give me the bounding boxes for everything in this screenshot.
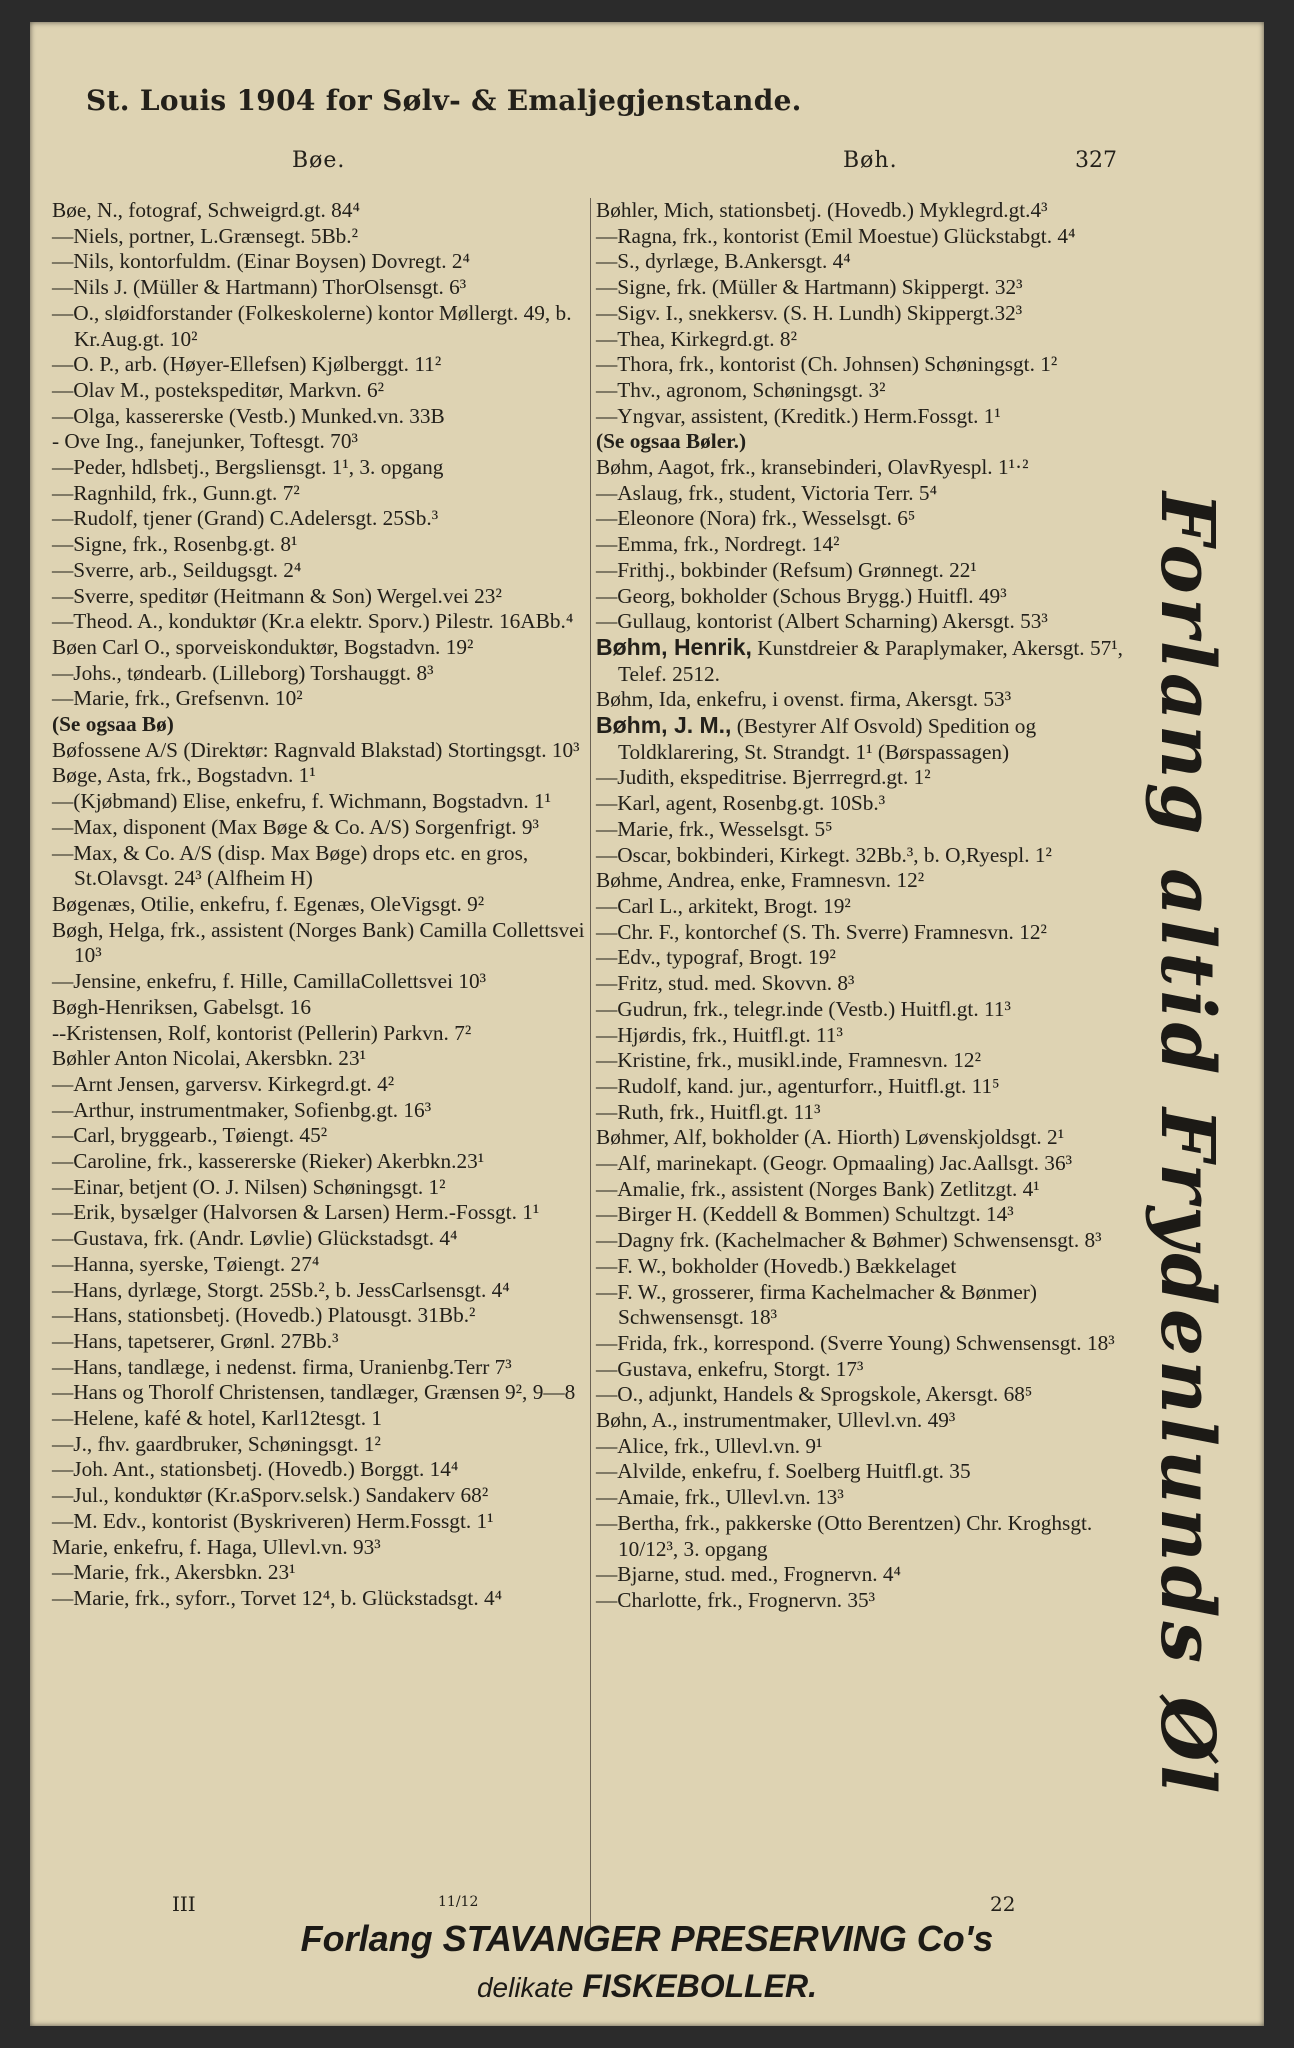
side-advertisement: Forlang altid Frydenlunds Øl xyxy=(1144,492,1230,1798)
directory-entry: —Johs., tøndearb. (Lilleborg) Torshauggt. 8³ xyxy=(52,660,434,685)
directory-entry: —F. W., bokholder (Hovedb.) Bækkelaget xyxy=(596,1253,957,1278)
directory-entry: —Max, & Co. A/S (disp. Max Bøge) drops etc. en gros, St.Olavsgt. 24³ (Alfheim H) xyxy=(52,840,529,891)
directory-entry: —Hans, tapetserer, Grønl. 27Bb.³ xyxy=(52,1328,339,1353)
directory-entry: Marie, enkefru, f. Haga, Ullevl.vn. 93³ xyxy=(52,1534,381,1559)
directory-entry: —Jul., konduktør (Kr.aSporv.selsk.) Sandakerv 68² xyxy=(52,1483,489,1508)
footer-ad-main: FISKEBOLLER. xyxy=(582,1968,818,2004)
directory-entry: - Ove Ing., fanejunker, Toftesgt. 70³ xyxy=(52,429,358,454)
footer-signature-right: 22 xyxy=(990,1892,1016,1916)
directory-entry: —Bjarne, stud. med., Frognervn. 4⁴ xyxy=(596,1562,901,1587)
directory-entry: —Jensine, enkefru, f. Hille, CamillaCollettsvei 10³ xyxy=(52,969,487,994)
directory-entry: —Marie, frk., Grefsenvn. 10² xyxy=(52,686,303,711)
directory-entry xyxy=(596,713,1132,765)
directory-entry: —Sigv. I., snekkersv. (S. H. Lundh) Skippergt.32³ xyxy=(596,300,1023,325)
directory-entry: —Karl, agent, Rosenbg.gt. 10Sb.³ xyxy=(596,791,886,816)
directory-entry: —Nils J. (Müller & Hartmann) ThorOlsensgt. 6³ xyxy=(52,275,467,300)
header-advertisement: St. Louis 1904 for Sølv- & Emaljegjenstande. xyxy=(86,84,802,117)
directory-entry: —Signe, frk. (Müller & Hartmann) Skippergt. 32³ xyxy=(596,275,1023,300)
directory-entry: Bøgh-Henriksen, Gabelsgt. 16 xyxy=(52,994,312,1019)
directory-entry: —Alice, frk., Ullevl.vn. 9¹ xyxy=(596,1433,823,1458)
directory-entry: —Marie, frk., syforr., Torvet 12⁴, b. Glückstadsgt. 4⁴ xyxy=(52,1585,503,1610)
directory-entry: Bøhm, Aagot, frk., kransebinderi, OlavRyespl. 1¹·² xyxy=(596,455,1029,480)
directory-entry: —Charlotte, frk., Frognervn. 35³ xyxy=(596,1587,876,1612)
directory-entry: —Caroline, frk., kassererske (Rieker) Akerbkn.23¹ xyxy=(52,1149,485,1174)
directory-entry: —Sverre, speditør (Heitmann & Son) Wergel.vei 23² xyxy=(52,583,502,608)
directory-entry: —Carl L., arkitekt, Brogt. 19² xyxy=(596,893,851,918)
directory-entry: —Hans, tandlæge, i nedenst. firma, Uranienbg.Terr 7³ xyxy=(52,1354,512,1379)
directory-entry: —Emma, frk., Nordregt. 14² xyxy=(596,532,840,557)
directory-entry: Bøen Carl O., sporveiskonduktør, Bogstadvn. 19² xyxy=(52,634,474,659)
directory-entry: —Aslaug, frk., student, Victoria Terr. 5⁴ xyxy=(596,480,938,505)
directory-entry: —Arthur, instrumentmaker, Sofienbg.gt. 16³ xyxy=(52,1097,432,1122)
directory-entry: —Fritz, stud. med. Skovvn. 8³ xyxy=(596,971,855,996)
directory-entry: —Nils, kontorfuldm. (Einar Boysen) Dovregt. 2⁴ xyxy=(52,249,470,274)
directory-entry: —(Kjøbmand) Elise, enkefru, f. Wichmann, Bogstadvn. 1¹ xyxy=(52,789,551,814)
directory-entry: —Dagny frk. (Kachelmacher & Bøhmer) Schwensensgt. 8³ xyxy=(596,1228,1102,1253)
directory-entry: —Rudolf, tjener (Grand) C.Adelersgt. 25Sb.³ xyxy=(52,506,439,531)
directory-entry: —Hans og Thorolf Christensen, tandlæger, Grænsen 9², 9—8 xyxy=(52,1380,576,1405)
entry-details: (Bestyrer Alf Osvold) Spedition og Toldklarering, St. Strandgt. 1¹ (Børspassagen) xyxy=(618,714,1037,764)
directory-entry: Bøgenæs, Otilie, enkefru, f. Egenæs, OleVigsgt. 9² xyxy=(52,891,485,916)
directory-entry: —Birger H. (Keddell & Bommen) Schultzgt. 14³ xyxy=(596,1202,1014,1227)
directory-entry: —Gustava, enkefru, Storgt. 17³ xyxy=(596,1356,864,1381)
directory-entry: Bøhmer, Alf, bokholder (A. Hiorth) Løvenskjoldsgt. 2¹ xyxy=(596,1125,1065,1150)
directory-entry: —Marie, frk., Wesselsgt. 5⁵ xyxy=(596,816,833,841)
directory-page xyxy=(30,22,1264,2026)
directory-entry: —Thv., agronom, Schøningsgt. 3² xyxy=(596,377,886,402)
entry-details: Kunstdreier & Paraplymaker, Akersgt. 57¹, Telef. 2512. xyxy=(618,635,1123,686)
page-number: 327 xyxy=(1075,148,1117,173)
directory-entry: —Yngvar, assistent, (Kreditk.) Herm.Fossgt. 1¹ xyxy=(596,403,1001,428)
directory-entry: —Hjørdis, frk., Huitfl.gt. 11³ xyxy=(596,1022,843,1047)
directory-entry: Bøhn, A., instrumentmaker, Ullevl.vn. 49³ xyxy=(596,1408,956,1433)
directory-entry: —Kristine, frk., musikl.inde, Framnesvn. 12² xyxy=(596,1048,981,1073)
directory-entry: Bøfossene A/S (Direktør: Ragnvald Blakstad) Stortingsgt. 10³ xyxy=(52,737,580,762)
directory-entry: —Niels, portner, L.Grænsegt. 5Bb.² xyxy=(52,223,359,248)
directory-entry: Bøe, N., fotograf, Schweigrd.gt. 84⁴ xyxy=(52,198,360,222)
directory-entry: --Kristensen, Rolf, kontorist (Pellerin) Parkvn. 7² xyxy=(52,1020,472,1045)
directory-entry: —Oscar, bokbinderi, Kirkegt. 32Bb.³, b. O,Ryespl. 1² xyxy=(596,842,1052,867)
directory-entry: —Gudrun, frk., telegr.inde (Vestb.) Huitfl.gt. 11³ xyxy=(596,996,1011,1021)
directory-entry: —O., adjunkt, Handels & Sprogskole, Akersgt. 68⁵ xyxy=(596,1382,1033,1407)
directory-entry: Bøhme, Andrea, enke, Framnesvn. 12² xyxy=(596,868,925,893)
directory-entry: Bøgh, Helga, frk., assistent (Norges Bank) Camilla Collettsvei 10³ xyxy=(52,917,585,968)
directory-entry: Bøhm, Ida, enkefru, i ovenst. firma, Akersgt. 53³ xyxy=(596,687,1012,712)
directory-entry: —Gullaug, kontorist (Albert Scharning) Akersgt. 53³ xyxy=(596,609,1048,634)
footer-ad-prefix: delikate xyxy=(476,1972,574,2003)
directory-entry: —Thora, frk., kontorist (Ch. Johnsen) Schøningsgt. 1² xyxy=(596,352,1058,377)
directory-entry: —Signe, frk., Rosenbg.gt. 8¹ xyxy=(52,532,298,557)
directory-entry xyxy=(596,635,1132,687)
directory-entry: —Georg, bokholder (Schous Brygg.) Huitfl. 49³ xyxy=(596,583,1007,608)
directory-entry: —O., sløidforstander (Folkeskolerne) kontor Møllergt. 49, b. Kr.Aug.gt. 10² xyxy=(52,300,572,351)
directory-entry: —Edv., typograf, Brogt. 19² xyxy=(596,945,836,970)
directory-entry: —Ragna, frk., kontorist (Emil Moestue) Glückstabgt. 4⁴ xyxy=(596,223,1076,248)
entry-name-emphasis: Bøhm, J. M., xyxy=(596,712,732,739)
directory-entry: —Amalie, frk., assistent (Norges Bank) Zetlitzgt. 4¹ xyxy=(596,1176,1040,1201)
column-divider xyxy=(590,198,591,1928)
directory-entry: (Se ogsaa Bøler.) xyxy=(596,429,747,454)
directory-entry: —Marie, frk., Akersbkn. 23¹ xyxy=(52,1560,296,1585)
footer-ad-line-1: Forlang STAVANGER PRESERVING Co's xyxy=(300,1918,994,1959)
directory-entry: Bøge, Asta, frk., Bogstadvn. 1¹ xyxy=(52,763,316,788)
left-column xyxy=(52,198,588,1612)
directory-entry: Bøhler Anton Nicolai, Akersbkn. 23¹ xyxy=(52,1046,366,1071)
directory-entry: —Ragnhild, frk., Gunn.gt. 7² xyxy=(52,480,300,505)
directory-entry: —Arnt Jensen, garversv. Kirkegrd.gt. 4² xyxy=(52,1071,395,1096)
directory-entry: —Judith, ekspeditrise. Bjerrregrd.gt. 1² xyxy=(596,765,931,790)
right-column xyxy=(596,198,1132,1614)
directory-entry: —Einar, betjent (O. J. Nilsen) Schøningsgt. 1² xyxy=(52,1174,446,1199)
directory-entry: —Chr. F., kontorchef (S. Th. Sverre) Framnesvn. 12² xyxy=(596,919,1047,944)
directory-entry: —Hans, stationsbetj. (Hovedb.) Platousgt. 31Bb.² xyxy=(52,1303,476,1328)
directory-entry: —Rudolf, kand. jur., agenturforr., Huitfl.gt. 11⁵ xyxy=(596,1073,1000,1098)
directory-entry: —Joh. Ant., stationsbetj. (Hovedb.) Borggt. 14⁴ xyxy=(52,1457,459,1482)
directory-entry: —F. W., grosserer, firma Kachelmacher & Bønmer) Schwensensgt. 18³ xyxy=(596,1279,1037,1330)
directory-entry: —Alvilde, enkefru, f. Soelberg Huitfl.gt. 35 xyxy=(596,1459,971,1484)
footer-signature-mid: 11/12 xyxy=(438,1894,479,1910)
directory-entry: —Ruth, frk., Huitfl.gt. 11³ xyxy=(596,1099,821,1124)
directory-entry: —Alf, marinekapt. (Geogr. Opmaaling) Jac.Aallsgt. 36³ xyxy=(596,1151,1072,1176)
directory-entry: —Amaie, frk., Ullevl.vn. 13³ xyxy=(596,1485,844,1510)
directory-entry: —Hanna, syerske, Tøiengt. 27⁴ xyxy=(52,1251,320,1276)
directory-entry: Bøhler, Mich, stationsbetj. (Hovedb.) Myklegrd.gt.4³ xyxy=(596,198,1048,222)
directory-entry: —Frida, frk., korrespond. (Sverre Young) Schwensensgt. 18³ xyxy=(596,1330,1115,1355)
directory-entry: (Se ogsaa Bø) xyxy=(52,712,174,737)
footer-ad-line-2 xyxy=(30,1968,1264,2005)
directory-entry: —Olga, kassererske (Vestb.) Munked.vn. 33B xyxy=(52,403,445,428)
directory-entry: —Theod. A., konduktør (Kr.a elektr. Sporv.) Pilestr. 16ABb.⁴ xyxy=(52,609,574,634)
guide-word-right: Bøh. xyxy=(843,148,898,173)
directory-entry: —Carl, bryggearb., Tøiengt. 45² xyxy=(52,1123,328,1148)
guide-word-left: Bøe. xyxy=(292,148,346,173)
directory-entry: —Hans, dyrlæge, Storgt. 25Sb.², b. JessCarlsensgt. 4⁴ xyxy=(52,1277,510,1302)
directory-entry: —S., dyrlæge, B.Ankersgt. 4⁴ xyxy=(596,249,851,274)
directory-entry: —J., fhv. gaardbruker, Schøningsgt. 1² xyxy=(52,1431,381,1456)
directory-entry: —Erik, bysælger (Halvorsen & Larsen) Herm.-Fossgt. 1¹ xyxy=(52,1200,540,1225)
directory-entry: —Olav M., postekspeditør, Markvn. 6² xyxy=(52,377,385,402)
directory-entry: —O. P., arb. (Høyer-Ellefsen) Kjølberggt. 11² xyxy=(52,352,442,377)
directory-entry: —Eleonore (Nora) frk., Wesselsgt. 6⁵ xyxy=(596,506,916,531)
footer-signature-left: III xyxy=(172,1892,196,1916)
directory-entry: —Thea, Kirkegrd.gt. 8² xyxy=(596,326,797,351)
directory-entry: —Bertha, frk., pakkerske (Otto Berentzen) Chr. Kroghsgt. 10/12³, 3. opgang xyxy=(596,1510,1093,1561)
directory-entry: —Frithj., bokbinder (Refsum) Grønnegt. 22¹ xyxy=(596,557,977,582)
directory-entry: —Sverre, arb., Seildugsgt. 2⁴ xyxy=(52,557,302,582)
directory-entry: —Gustava, frk. (Andr. Løvlie) Glückstadsgt. 4⁴ xyxy=(52,1226,458,1251)
entry-name-emphasis: Bøhm, Henrik, xyxy=(596,633,752,660)
directory-entry: —Max, disponent (Max Bøge & Co. A/S) Sorgenfrigt. 9³ xyxy=(52,814,539,839)
directory-entry: —Helene, kafé & hotel, Karl12tesgt. 1 xyxy=(52,1406,382,1431)
directory-entry: —Peder, hdlsbetj., Bergsliensgt. 1¹, 3. opgang xyxy=(52,455,444,480)
directory-entry: —M. Edv., kontorist (Byskriveren) Herm.Fossgt. 1¹ xyxy=(52,1508,494,1533)
